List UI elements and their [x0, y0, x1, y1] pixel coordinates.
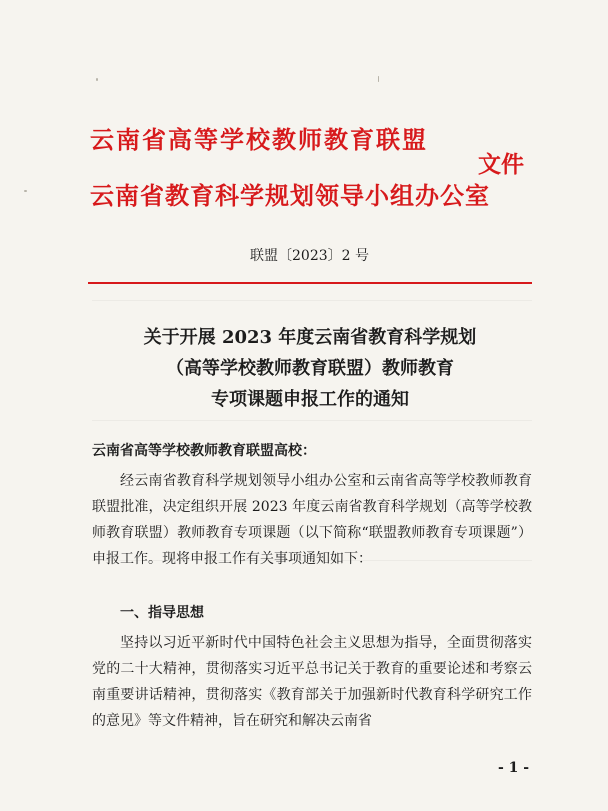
issuer-line-1: 云南省高等学校教师教育联盟 [90, 125, 428, 154]
scan-speck [96, 78, 98, 81]
bleed-through [92, 420, 532, 421]
scan-speck [24, 190, 27, 192]
guiding-ideology-paragraph: 坚持以习近平新时代中国特色社会主义思想为指导，全面贯彻落实党的二十大精神，贯彻落实习近平总书记关于教育的重要论述和考察云南重要讲话精神，贯彻落实《教育部关于加强新时代教育科学研究工作的意见》等文件精神，旨在研究和解决云南省 [92, 635, 532, 729]
document-number: 联盟〔2023〕2 号 [250, 248, 369, 264]
red-separator-line [88, 282, 532, 284]
bleed-through [92, 300, 532, 301]
doc-suffix: 文件 [478, 151, 524, 178]
addressee: 云南省高等学校教师教育联盟高校： [92, 443, 316, 459]
intro-paragraph: 经云南省教育科学规划领导小组办公室和云南省高等学校教师教育联盟批准，决定组织开展 2023 年度云南省教育科学规划（高等学校教师教育联盟）教师教育专项课题（以下简称“联盟教师教育专项课题”）申报工作。现将申报工作有关事项通知如下： [92, 473, 532, 567]
issuer-line-2: 云南省教育科学规划领导小组办公室 [90, 181, 490, 210]
notice-title-line-3: 专项课题申报工作的通知 [211, 389, 409, 410]
scan-speck [378, 76, 379, 82]
section-heading-guiding-ideology: 一、指导思想 [120, 605, 204, 621]
page-number: - 1 - [498, 760, 530, 776]
notice-title-line-2: （高等学校教师教育联盟）教师教育 [166, 358, 454, 379]
notice-title-line-1: 关于开展 2023 年度云南省教育科学规划 [143, 327, 477, 348]
